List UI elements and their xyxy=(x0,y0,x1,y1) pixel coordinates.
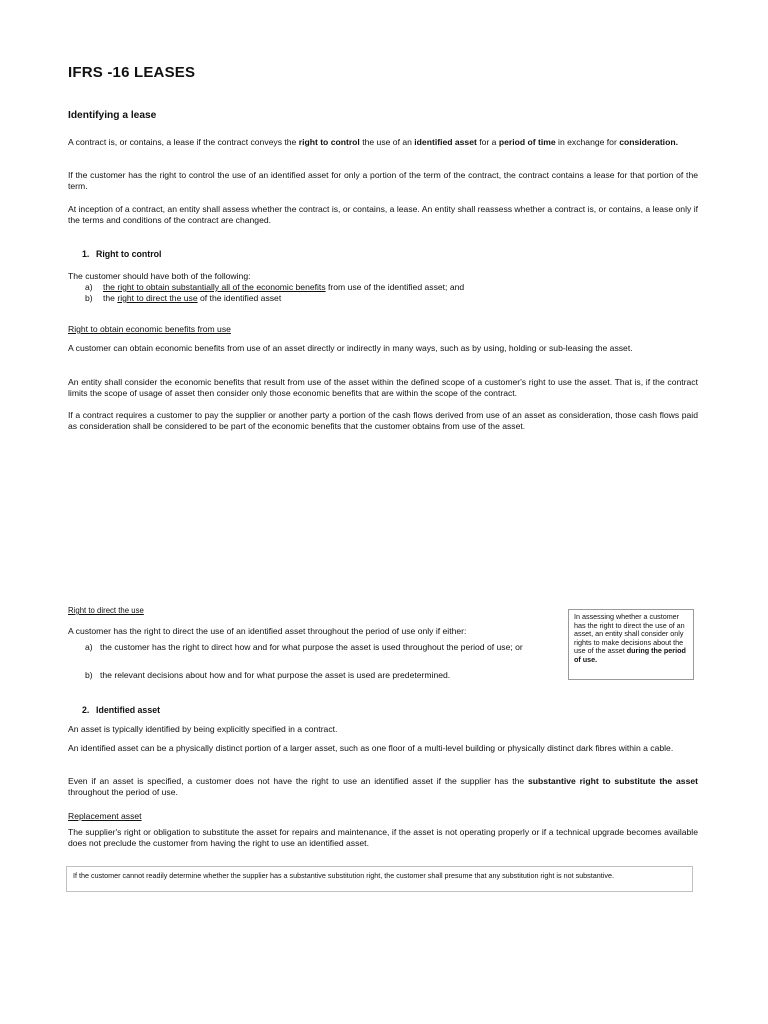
paragraph-benefits-ways: A customer can obtain economic benefits from use of an asset directly or indirectly in many ways, such as by using, holding or sub-leasing the asset. xyxy=(68,343,633,353)
control-intro: The customer should have both of the following: xyxy=(68,271,251,281)
list-item-predetermined: b) the relevant decisions about how and for what purpose the asset is used are predetermined. xyxy=(85,670,451,680)
heading-identifying-a-lease: Identifying a lease xyxy=(68,110,157,121)
direct-intro: A customer has the right to direct the use of an identified asset throughout the period of use only if either: xyxy=(68,626,467,636)
paragraph-replacement: The supplier's right or obligation to substitute the asset for repairs and maintenance, if the asset is not operating properly or if a technical upgrade becomes available does not preclude the customer from having the right to use an identified asset. xyxy=(68,827,698,848)
list-item-direct-how: a) the customer has the right to direct how and for what purpose the asset is used throughout the period of use; or xyxy=(85,642,523,652)
note-presume-not-substantive: If the customer cannot readily determine whether the supplier has a substantive substitution right, the customer shall presume that any substitution right is not substantive. xyxy=(66,866,693,892)
paragraph-benefits-cash-flows: If a contract requires a customer to pay the supplier or another party a portion of the cash flows derived from use of an asset as consideration, those cash flows paid as consideration shall be considered to be part of the economic benefits that the customer obtains from use of the asset. xyxy=(68,410,698,431)
paragraph-explicitly-specified: An asset is typically identified by being explicitly specified in a contract. xyxy=(68,724,338,734)
heading-economic-benefits: Right to obtain economic benefits from use xyxy=(68,324,231,334)
heading-right-to-direct: Right to direct the use xyxy=(68,606,144,615)
sidebox-period-of-use: In assessing whether a customer has the right to direct the use of an asset, an entity shall consider only rights to make decisions about the use of the asset during the period of use. xyxy=(568,609,694,680)
list-item-economic-benefits: a) the right to obtain substantially all of the economic benefits from use of the identified asset; and xyxy=(85,282,465,292)
heading-right-to-control: 1. Right to control xyxy=(82,249,162,259)
paragraph-inception-assessment: At inception of a contract, an entity shall assess whether the contract is, or contains, a lease. An entity shall reassess whether a contract is, or contains, a lease only if the terms and conditions of the contract are changed. xyxy=(68,204,698,225)
paragraph-benefits-scope: An entity shall consider the economic benefits that result from use of the asset within the defined scope of a customer's right to use the asset. That is, if the contract limits the scope of usage of asset then consider only those economic benefits that are within the scope of the contract. xyxy=(68,377,698,398)
paragraph-substitution-right: Even if an asset is specified, a customer does not have the right to use an identified asset if the supplier has the substantive right to substitute the asset throughout the period of use. xyxy=(68,776,699,797)
heading-replacement-asset: Replacement asset xyxy=(68,811,142,821)
heading-identified-asset: 2. Identified asset xyxy=(82,705,161,715)
paragraph-distinct-portion: An identified asset can be a physically distinct portion of a larger asset, such as one floor of a multi-level building or physically distinct dark fibres within a cable. xyxy=(68,743,674,753)
paragraph-lease-definition: A contract is, or contains, a lease if the contract conveys the right to control the use of an identified asset for a period of time in exchange for consideration. xyxy=(68,137,678,147)
paragraph-portion-of-term: If the customer has the right to control the use of an identified asset for only a portion of the term of the contract, the contract contains a lease for that portion of the term. xyxy=(68,170,698,191)
document-title: IFRS -16 LEASES xyxy=(68,64,196,81)
list-item-direct-use: b) the right to direct the use of the identified asset xyxy=(85,293,282,303)
